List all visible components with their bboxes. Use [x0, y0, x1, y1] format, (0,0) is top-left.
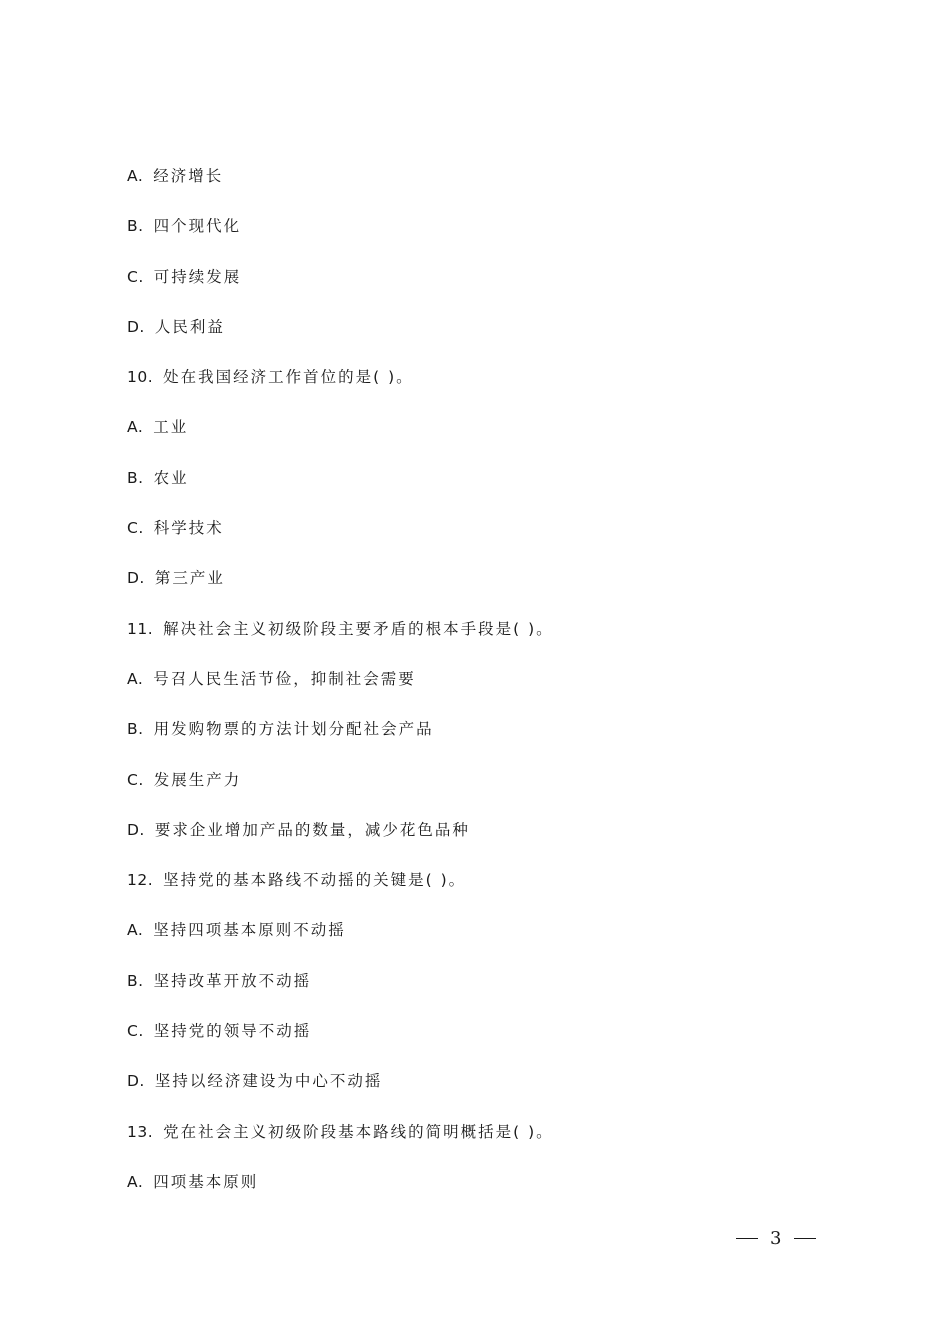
option-line: [127, 1019, 847, 1069]
option-line: [127, 164, 847, 214]
option-label: D.: [127, 317, 145, 336]
option-label: B.: [127, 468, 144, 487]
question-number: 13.: [127, 1122, 154, 1141]
option-text: 号召人民生活节俭，抑制社会需要: [153, 669, 416, 688]
option-text: 坚持四项基本原则不动摇: [153, 921, 346, 940]
option-text: 工业: [153, 418, 189, 437]
question-line: [127, 365, 847, 415]
option-text: 第三产业: [154, 569, 225, 588]
question-text: 党在社会主义初级阶段基本路线的简明概括是( )。: [163, 1122, 554, 1141]
option-label: B.: [127, 217, 144, 236]
question-list: [127, 164, 847, 1220]
question-text: 解决社会主义初级阶段主要矛盾的根本手段是( )。: [163, 619, 554, 638]
question-line: [127, 1120, 847, 1170]
page-footer: [736, 1228, 816, 1249]
option-line: [127, 566, 847, 616]
option-text: 用发购物票的方法计划分配社会产品: [153, 720, 434, 739]
option-line: [127, 214, 847, 264]
option-line: [127, 768, 847, 818]
question-text: 坚持党的基本路线不动摇的关键是( )。: [163, 871, 467, 890]
option-line: [127, 466, 847, 516]
option-label: A.: [127, 1172, 144, 1191]
option-line: [127, 667, 847, 717]
option-text: 坚持改革开放不动摇: [153, 971, 312, 990]
option-label: A.: [127, 167, 144, 185]
option-label: D.: [127, 820, 145, 839]
option-label: A.: [127, 669, 144, 688]
question-number: 10.: [127, 368, 154, 387]
option-line: [127, 969, 847, 1019]
option-line: [127, 818, 847, 868]
question-line: [127, 868, 847, 918]
option-label: C.: [127, 1022, 144, 1041]
question-number: 12.: [127, 871, 154, 890]
option-text: 坚持以经济建设为中心不动摇: [154, 1072, 383, 1091]
option-text: 要求企业增加产品的数量，减少花色品种: [154, 820, 470, 839]
option-line: [127, 415, 847, 465]
option-label: D.: [127, 569, 145, 588]
question-line: [127, 617, 847, 667]
option-text: 可持续发展: [153, 267, 242, 286]
option-label: C.: [127, 770, 144, 789]
option-label: C.: [127, 267, 144, 286]
footer-dash-right: [794, 1238, 816, 1239]
option-text: 科学技术: [153, 519, 224, 538]
option-line: [127, 1069, 847, 1119]
option-text: 坚持党的领导不动摇: [153, 1022, 312, 1041]
option-line: [127, 1170, 847, 1220]
option-label: B.: [127, 971, 144, 990]
question-text: 处在我国经济工作首位的是( )。: [163, 368, 414, 387]
page-number: 3: [770, 1228, 783, 1249]
option-text: 农业: [153, 468, 189, 487]
option-line: [127, 315, 847, 365]
footer-dash-left: [736, 1238, 758, 1239]
option-line: [127, 918, 847, 968]
option-label: A.: [127, 418, 144, 437]
question-number: 11.: [127, 619, 154, 638]
option-label: B.: [127, 720, 144, 739]
option-label: C.: [127, 519, 144, 538]
option-label: A.: [127, 921, 144, 940]
option-line: [127, 717, 847, 767]
option-text: 四项基本原则: [153, 1172, 259, 1191]
option-text: 经济增长: [153, 167, 224, 185]
option-label: D.: [127, 1072, 145, 1091]
option-text: 四个现代化: [153, 217, 242, 236]
option-text: 发展生产力: [153, 770, 242, 789]
option-line: [127, 516, 847, 566]
option-line: [127, 265, 847, 315]
option-text: 人民利益: [154, 317, 225, 336]
